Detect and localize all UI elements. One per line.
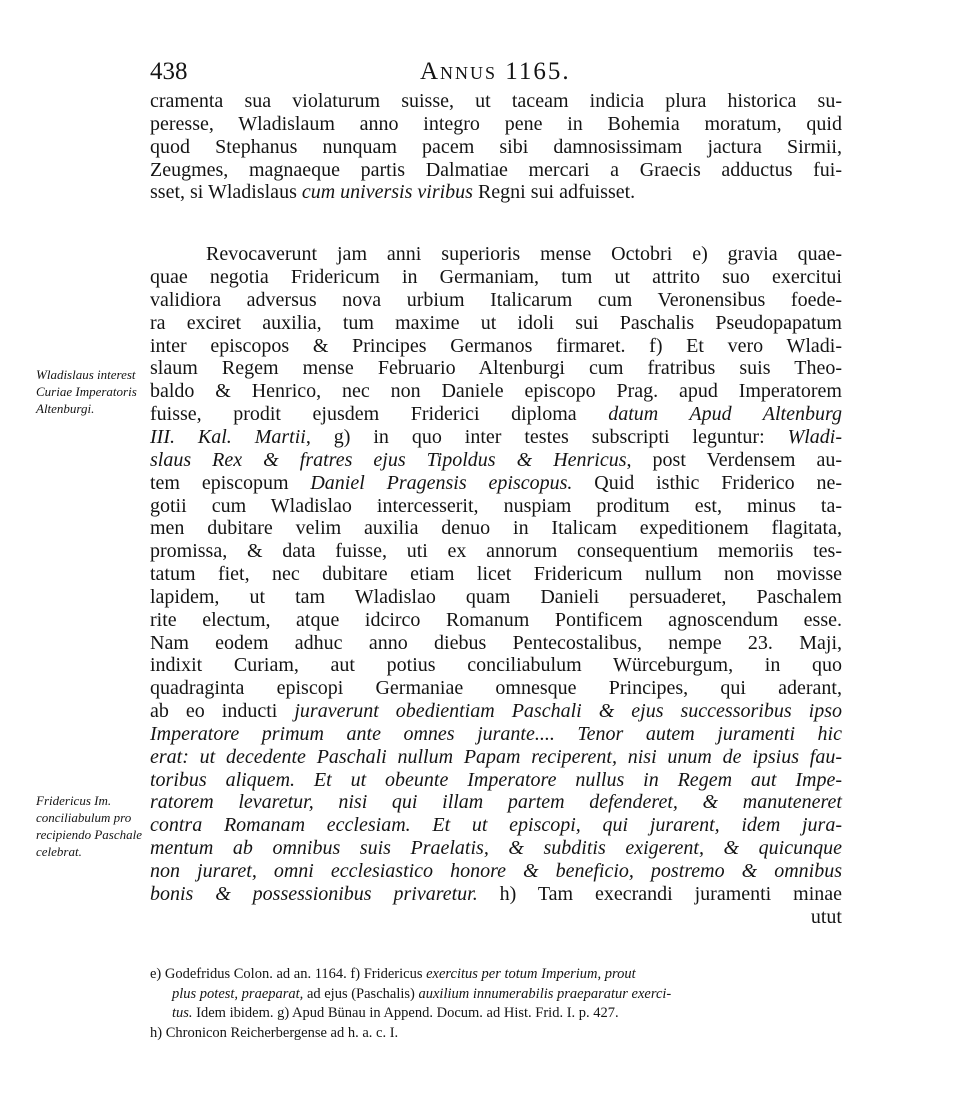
text-line: quod Stephanus nunquam pacem sibi damnosissimam jactura Sirmii, (150, 135, 842, 158)
italic-run: juraverunt obedientiam Paschali & ejus successoribus ipso (294, 700, 842, 723)
text-line: Zeugmes, magnaeque partis Dalmatiae mercari a Graecis adductus fui- (150, 158, 842, 181)
italic-run: slaus Rex & fratres ejus Tipoldus & Henricus (150, 448, 627, 471)
italic-run: auxilium innumerabilis praeparatur exerci- (418, 985, 672, 1002)
page-number: 438 (150, 58, 188, 85)
text-run: e) Godefridus Colon. ad an. 1164. f) Fridericus (150, 966, 427, 982)
text-line: contra Romanam ecclesiam. Et ut episcopi, qui jurarent, idem jura- (150, 814, 842, 837)
text-line: ra exciret auxilia, tum maxime ut idoli sui Paschalis Pseudopapatum (150, 311, 842, 334)
main-text (150, 90, 842, 929)
text-line (150, 181, 842, 204)
text-line: baldo & Henrico, nec non Daniele episcopo Prag. apud Imperatorem (150, 380, 842, 403)
text-run: Idem ibidem. g) Apud Bünau in Append. Docum. ad Hist. Frid. I. p. 427. (192, 1005, 619, 1021)
text-run: fuisse, prodit ejusdem Friderici diploma (150, 403, 609, 426)
text-line: gotii cum Wladislao intercesserit, nuspiam proditum est, minus ta- (150, 494, 842, 517)
italic-run: tus. (172, 1005, 193, 1021)
text-line (150, 403, 842, 426)
text-run: sset, si Wladislaus (150, 181, 302, 204)
text-line: lapidem, ut tam Wladislao quam Danieli persuaderet, Paschalem (150, 585, 842, 608)
text-line: quae negotia Fridericum in Germaniam, tum ut attrito suo exercitui (150, 266, 842, 289)
text-line: quadraginta episcopi Germaniae omnesque Principes, qui aderant, (150, 677, 842, 700)
page-header (150, 58, 840, 86)
footnotes (150, 965, 842, 1043)
text-run: tem episcopum (150, 471, 311, 494)
text-run: Quid isthic Friderico ne- (572, 471, 842, 494)
text-run: Regni sui adfuisset. (472, 181, 636, 204)
text-line (150, 426, 842, 449)
footnote-line: h) Chronicon Reicherbergense ad h. a. c. I. (150, 1024, 399, 1041)
text-line: promissa, & data fuisse, uti ex annorum consequentium memoriis tes- (150, 540, 842, 563)
text-run: h) Tam execrandi juramenti minae (477, 882, 842, 905)
italic-run: datum Apud Altenburg (608, 403, 843, 426)
text-line: tatum fiet, nec dubitare etiam licet Fridericum nullum non movisse (150, 563, 842, 586)
italic-run: exercitus per totum Imperium, prout (426, 966, 636, 982)
footnote-line (150, 985, 842, 1005)
text-line: cramenta sua violaturum suisse, ut taceam indicia plura historica su- (150, 90, 842, 112)
catchword: utut (810, 905, 842, 928)
italic-run: cum universis viribus (301, 181, 473, 204)
text-line (150, 449, 842, 472)
running-title: Annus 1165. (420, 58, 571, 85)
italic-run: III. Kal. Martii (150, 425, 306, 448)
text-line: validiora adversus nova urbium Italicarum cum Veronensibus foede- (150, 288, 842, 311)
text-line: peresse, Wladislaum anno integro pene in Bohemia moratum, quid (150, 112, 842, 135)
footnote-line (150, 965, 842, 985)
text-line (150, 883, 842, 906)
footnote-line (150, 1004, 842, 1024)
margin-note-fridericus: Fridericus Im. conciliabulum pro recipiendo Paschale celebrat. (36, 793, 143, 859)
text-line: toribus aliquem. Et ut obeunte Imperatore nullus in Regem aut Impe- (150, 768, 842, 791)
italic-run: Wladi- (787, 425, 843, 448)
text-line: men dubitare velim auxilia denuo in Italicam expeditionem flagitata, (150, 517, 842, 540)
text-line: Imperatore primum ante omnes jurante.... Tenor autem juramenti hic (150, 722, 842, 745)
paragraph-gap (150, 204, 842, 243)
text-line: Nam eodem adhuc anno diebus Pentecostalibus, nempe 23. Maji, (150, 631, 842, 654)
italic-run: Daniel Pragensis episcopus. (310, 471, 573, 494)
text-line: indixit Curiam, aut potius conciliabulum Würceburgum, in quo (150, 654, 842, 677)
text-run: ad ejus (Paschalis) (306, 985, 419, 1002)
italic-run: plus potest, praeparat, (172, 985, 307, 1002)
text-line: slaum Regem mense Februario Altenburgi cum fratribus suis Theo- (150, 357, 842, 380)
text-line: ratorem levaretur, nisi qui illam partem defenderet, & manuteneret (150, 791, 842, 814)
text-line: erat: ut decedente Paschali nullum Papam reciperent, nisi unum de ipsius fau- (150, 745, 842, 768)
margin-note-wladislaus: Wladislaus interest Curiae Imperatoris Altenburgi. (36, 367, 137, 416)
text-line: inter episcopos & Principes Germanos firmaret. f) Et vero Wladi- (150, 334, 842, 357)
text-run: ab eo inducti (150, 700, 295, 723)
text-line (150, 700, 842, 723)
italic-run: bonis & possessionibus privaretur. (150, 882, 478, 905)
text-line: mentum ab omnibus suis Praelatis, & subditis exigerent, & quicunque (150, 837, 842, 860)
text-run: , post Verdensem au- (626, 448, 842, 471)
text-line: rite electum, atque idcirco Romanum Pontificem agnoscendum esse. (150, 608, 842, 631)
text-line (150, 472, 842, 495)
text-line: Revocaverunt jam anni superioris mense Octobri e) gravia quae- (206, 243, 842, 266)
text-run: , g) in quo inter testes subscripti leguntur: (305, 425, 788, 448)
text-line: non juraret, omni ecclesiastico honore & beneficio, postremo & omnibus (150, 860, 842, 882)
